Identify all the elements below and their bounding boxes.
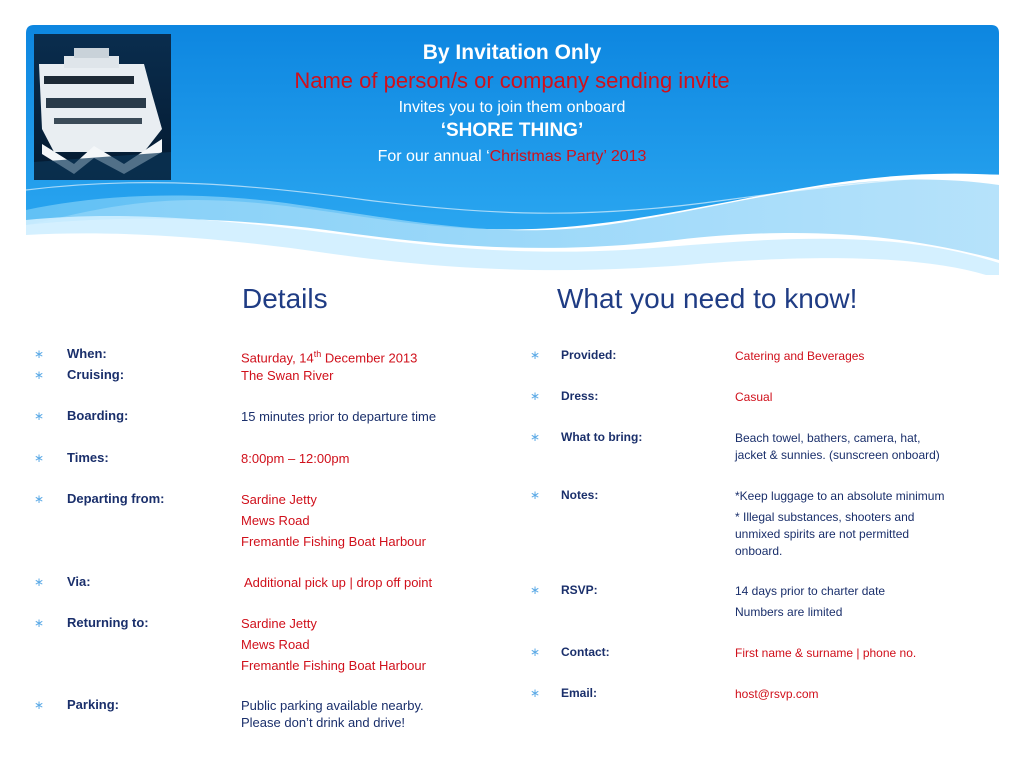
bullet-icon: ∗	[34, 409, 45, 423]
invite-line: Invites you to join them onboard	[398, 98, 626, 116]
detail-value-line: Public parking available nearby.	[241, 698, 424, 713]
know-value-line: onboard.	[735, 544, 783, 558]
know-label: Provided:	[561, 348, 617, 362]
occasion-line	[172, 147, 852, 166]
email-link[interactable]: host@rsvp.com	[735, 687, 819, 701]
bullet-icon: ∗	[530, 430, 541, 444]
know-label: Notes:	[561, 488, 599, 502]
detail-value-line: Mews Road	[241, 513, 310, 528]
details-heading: Details	[242, 283, 328, 314]
know-label: RSVP:	[561, 583, 598, 597]
detail-label: Cruising:	[67, 367, 125, 382]
detail-value-line: Please don’t drink and drive!	[241, 715, 406, 730]
bullet-icon: ∗	[530, 583, 541, 597]
bullet-icon: ∗	[530, 645, 541, 659]
detail-value: Additional pick up | drop off point	[244, 575, 433, 590]
detail-label: When:	[67, 346, 107, 361]
detail-label: Times:	[67, 450, 109, 465]
detail-value-line: Mews Road	[241, 637, 310, 652]
know-value-line: jacket & sunnies. (sunscreen onboard)	[735, 448, 940, 462]
know-value-line: unmixed spirits are not permitted	[735, 527, 910, 541]
know-label: Dress:	[561, 389, 599, 403]
detail-label: Departing from:	[67, 491, 165, 506]
know-label: Contact:	[561, 645, 610, 659]
sender-name: Name of person/s or company sending invite	[294, 68, 730, 94]
bullet-icon: ∗	[34, 451, 45, 465]
bullet-icon: ∗	[530, 389, 541, 403]
detail-value-line: Fremantle Fishing Boat Harbour	[241, 534, 426, 549]
bullet-icon: ∗	[34, 698, 45, 712]
know-label: What to bring:	[561, 430, 643, 444]
bullet-icon: ∗	[530, 686, 541, 700]
know-value-line: 14 days prior to charter date	[735, 584, 886, 598]
detail-label: Via:	[67, 574, 91, 589]
bullet-icon: ∗	[530, 348, 541, 362]
bullet-icon: ∗	[34, 368, 45, 382]
know-label: Email:	[561, 686, 598, 700]
know-value: First name & surname | phone no.	[735, 646, 917, 660]
boat-name: ‘SHORE THING’	[440, 119, 584, 141]
know-value: Catering and Beverages	[735, 349, 865, 363]
detail-value: 15 minutes prior to departure time	[241, 409, 437, 424]
detail-label: Parking:	[67, 697, 120, 712]
detail-value: The Swan River	[241, 368, 334, 383]
detail-value-line: Sardine Jetty	[241, 616, 317, 631]
detail-value: 8:00pm – 12:00pm	[241, 451, 350, 466]
boat-photo	[34, 34, 171, 180]
know-value-line: Beach towel, bathers, camera, hat,	[735, 431, 921, 445]
bullet-icon: ∗	[34, 492, 45, 506]
detail-value-line: Sardine Jetty	[241, 492, 317, 507]
bullet-icon: ∗	[530, 488, 541, 502]
detail-label: Returning to:	[67, 615, 149, 630]
detail-label: Boarding:	[67, 408, 129, 423]
bullet-icon: ∗	[34, 616, 45, 630]
know-value-line: * Illegal substances, shooters and	[735, 510, 915, 524]
occasion-prefix: For our annual ‘	[377, 147, 490, 165]
bullet-icon: ∗	[34, 347, 45, 361]
bullet-icon: ∗	[34, 575, 45, 589]
occasion-highlight: Christmas Party’ 2013	[489, 147, 647, 165]
know-value-line: Numbers are limited	[735, 605, 843, 619]
detail-value-line: Fremantle Fishing Boat Harbour	[241, 658, 426, 673]
detail-value: Saturday, 14th December 2013	[241, 349, 418, 366]
know-heading: What you need to know!	[557, 283, 858, 314]
invitation-heading: By Invitation Only	[422, 41, 602, 64]
invitation-title-block	[172, 40, 852, 166]
know-value-line: *Keep luggage to an absolute minimum	[735, 489, 945, 503]
know-value: Casual	[735, 390, 773, 404]
